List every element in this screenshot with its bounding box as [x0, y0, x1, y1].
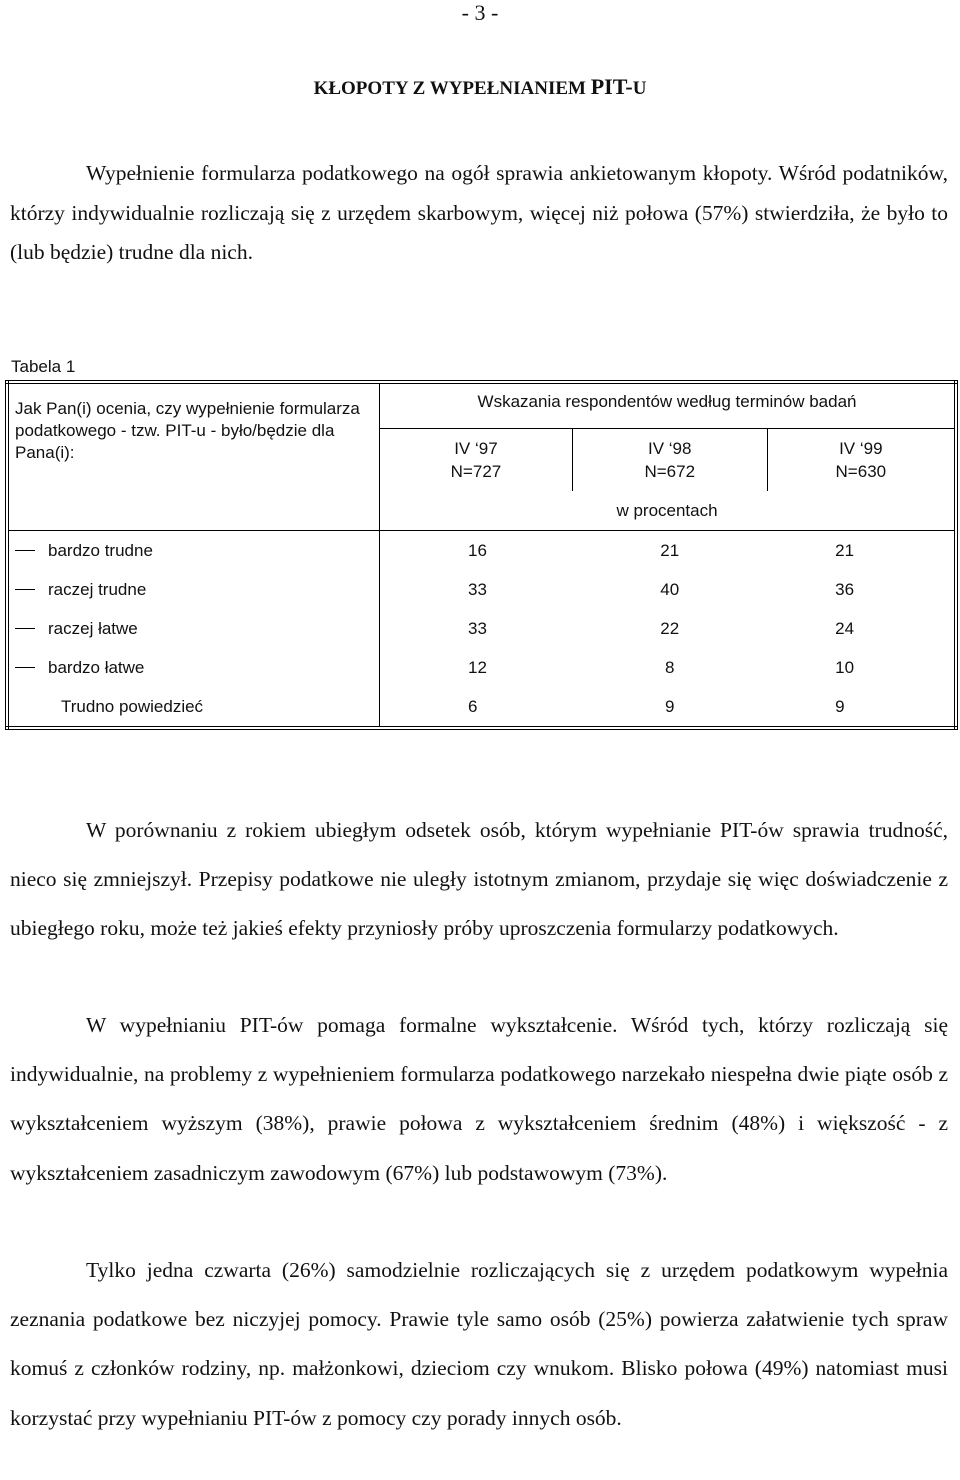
table-cell: 9 — [835, 696, 845, 716]
table-cell: 40 — [660, 579, 680, 599]
intro-text: Wypełnienie formularza podatkowego na ogół sprawia ankietowanym kłopoty. Wśród podatników, którzy indywidualnie rozliczają się z urzędem skarbowym, więcej niż połowa (57%) stwierdziła, że było to (lub będzie) trudne dla nich. — [10, 161, 948, 264]
column-header-1999: IV ‘99 N=630 — [767, 429, 956, 492]
table-header: Wskazania respondentów według terminów badań — [477, 392, 857, 411]
title-final: U — [632, 78, 647, 99]
unit-label: w procentach — [380, 491, 956, 531]
table-row — [7, 648, 956, 687]
table-row — [7, 609, 956, 648]
row-label: Trudno powiedzieć — [7, 687, 380, 728]
dash-icon — [15, 550, 35, 551]
table-cell: 8 — [665, 657, 675, 677]
table-cell: 16 — [468, 540, 487, 560]
table-cell: 12 — [468, 657, 487, 677]
title-text: ŁOPOTY Z WYPEŁNIANIEM — [328, 78, 591, 99]
education-text: W wypełnianiu PIT-ów pomaga formalne wykształcenie. Wśród tych, którzy rozliczają się indywidualnie, na problemy z wypełnieniem formularza podatkowego narzekało niespełna dwie piąte osób z wykształceniem wyższym (38%), prawie połowa z wykształceniem średnim (48%) i większość - z wykształceniem zasadniczym zawodowym (67%) lub podstawowym (73%). — [10, 1013, 948, 1185]
table-row — [7, 531, 956, 571]
page-number: - 3 - — [461, 0, 499, 25]
title-initial: K — [313, 78, 329, 99]
table-cell: 33 — [468, 618, 487, 638]
table-cell: 10 — [835, 657, 855, 677]
dash-icon — [15, 667, 35, 668]
education-paragraph — [10, 1001, 948, 1198]
table-cell: 22 — [660, 618, 680, 638]
title-pit: PIT- — [590, 74, 633, 99]
table-cell: 33 — [468, 579, 487, 599]
comparison-text: W porównaniu z rokiem ubiegłym odsetek osób, którym wypełnianie PIT-ów sprawia trudność, nieco się zmniejszył. Przepisy podatkowe nie uległy istotnym zmianom, przydaje się więc doświadczenie z ubiegłego roku, może też jakieś efekty przyniosły próby uproszczenia formularzy podatkowych. — [10, 818, 948, 941]
survey-table — [5, 380, 958, 730]
table-caption: Tabela 1 — [11, 357, 76, 376]
table-cell: 6 — [468, 696, 478, 716]
table-cell: 24 — [835, 618, 855, 638]
table-cell: 36 — [835, 579, 855, 599]
row-label: raczej łatwe — [7, 609, 380, 648]
table-row — [7, 687, 956, 728]
row-label: bardzo łatwe — [7, 648, 380, 687]
help-paragraph — [10, 1246, 948, 1443]
table-cell: 21 — [835, 540, 855, 560]
column-header-1998: IV ‘98 N=672 — [572, 429, 767, 492]
help-text: Tylko jedna czwarta (26%) samodzielnie rozliczających się z urzędem podatkowym wypełnia zeznania podatkowe bez niczyjej pomocy. Prawie tyle samo osób (25%) powierza załatwienie tych spraw komuś z członków rodziny, np. małżonkowi, dzieciom czy wnukom. Blisko połowa (49%) natomiast musi korzystać przy wypełnianiu PIT-ów z pomocy czy porady innych osób. — [10, 1258, 948, 1430]
dash-icon — [15, 628, 35, 629]
column-header-1997: IV ‘97 N=727 — [380, 429, 573, 492]
row-label: raczej trudne — [7, 570, 380, 609]
page-title — [0, 74, 960, 102]
table-row — [7, 570, 956, 609]
intro-paragraph — [10, 154, 948, 273]
table-cell: 9 — [665, 696, 675, 716]
table-cell: 21 — [660, 540, 680, 560]
row-label: bardzo trudne — [7, 531, 380, 571]
table-question: Jak Pan(i) ocenia, czy wypełnienie formularza podatkowego - tzw. PIT-u - było/będzie dla Pana(i): — [7, 382, 380, 531]
dash-icon — [15, 589, 35, 590]
comparison-paragraph — [10, 806, 948, 954]
